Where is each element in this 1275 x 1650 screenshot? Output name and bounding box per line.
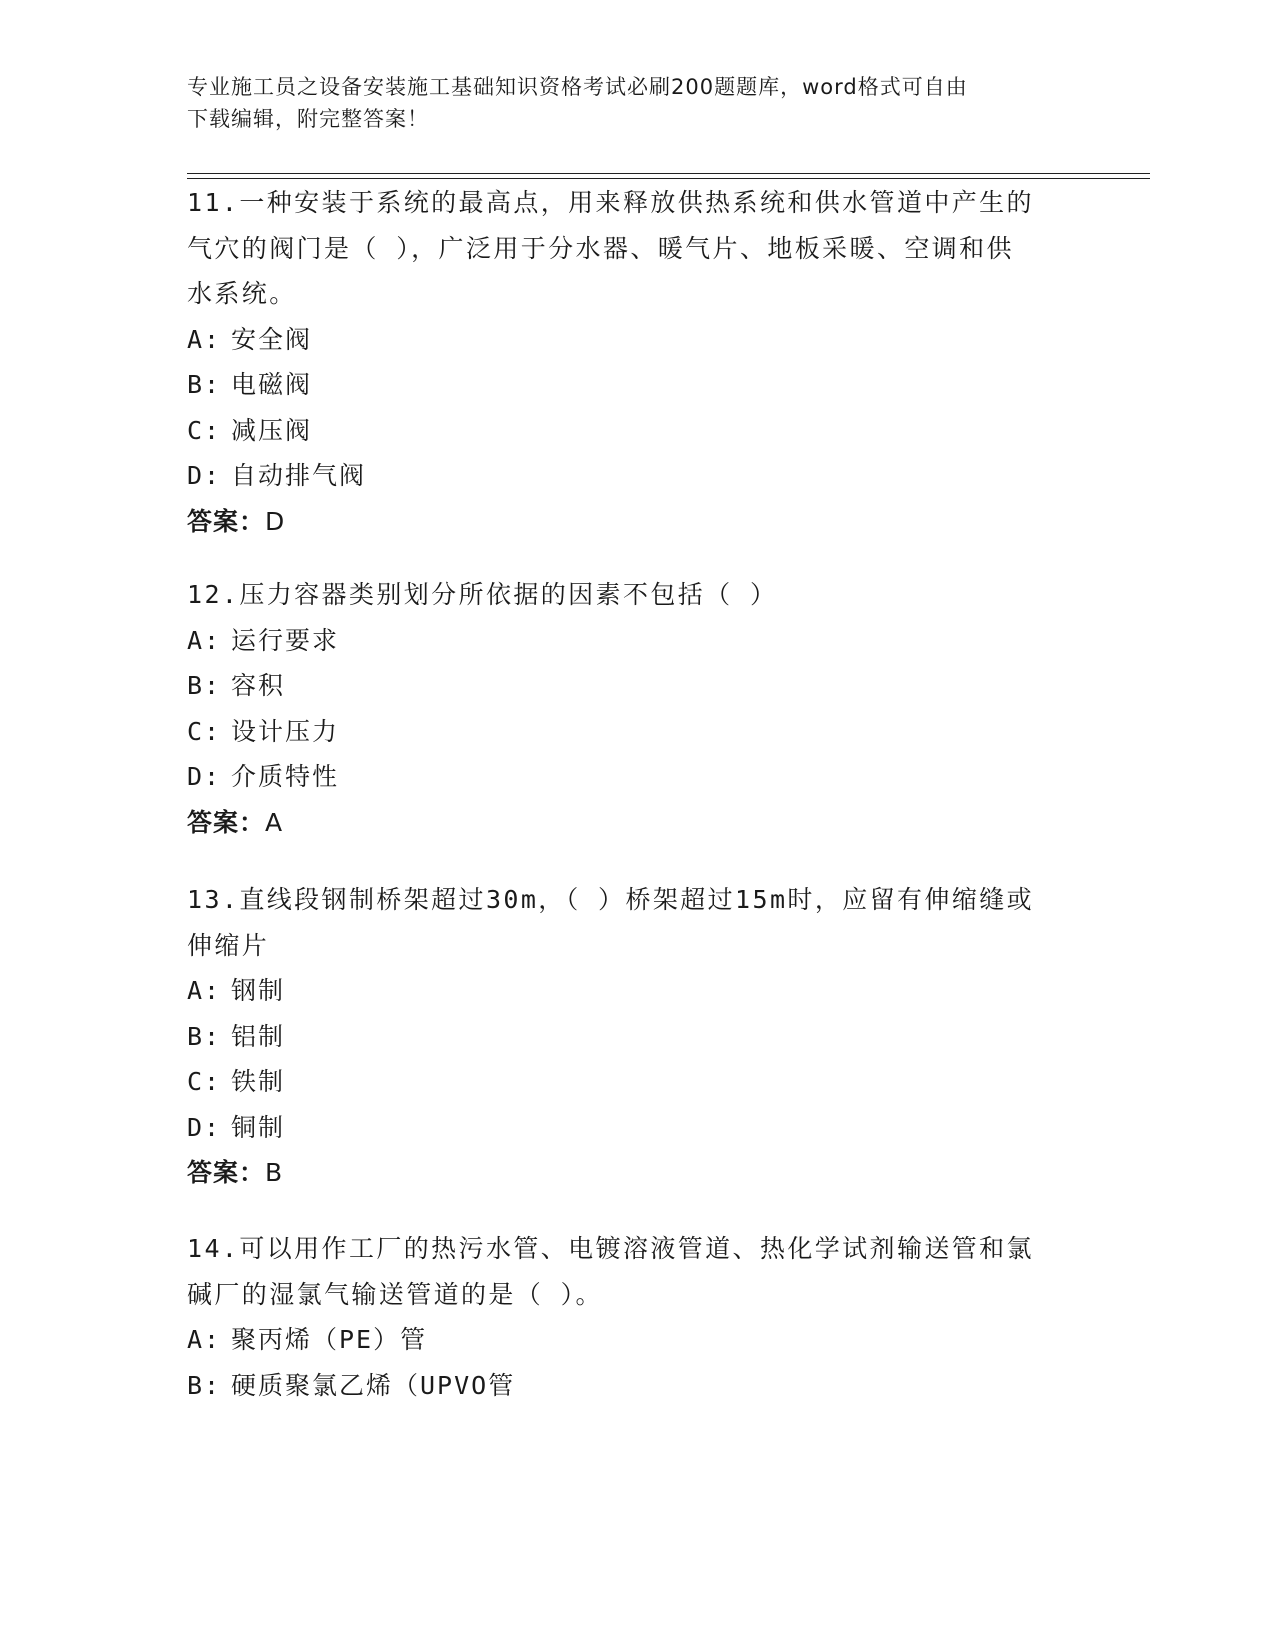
- option-text: 铜制: [231, 1112, 286, 1142]
- option-letter: B:: [187, 370, 222, 399]
- option-c: [187, 709, 1087, 755]
- option-b: [187, 1014, 1087, 1060]
- option-text: 铁制: [231, 1067, 286, 1096]
- option-letter: D:: [187, 762, 222, 791]
- answer-label: 答案：: [187, 807, 266, 837]
- option-d: [187, 453, 1087, 499]
- option-text: 介质特性: [231, 762, 340, 791]
- option-text: 聚丙烯（PE）管: [231, 1325, 428, 1354]
- option-letter: B:: [187, 671, 222, 700]
- option-text: 钢制: [231, 976, 286, 1005]
- option-b: [187, 1363, 1087, 1409]
- option-d: [187, 754, 1087, 800]
- question-text-line: 12.压力容器类别划分所依据的因素不包括（ ）: [187, 580, 778, 609]
- question-text-line: 伸缩片: [187, 930, 270, 960]
- option-a: [187, 618, 1087, 664]
- header-line-1: 专业施工员之设备安装施工基础知识资格考试必刷200题题库，word格式可自由: [187, 75, 968, 99]
- question-13: [187, 877, 1087, 1196]
- option-text: 硬质聚氯乙烯（UPVO管: [231, 1370, 516, 1400]
- option-text: 铝制: [231, 1021, 286, 1051]
- option-letter: B:: [187, 1370, 222, 1400]
- option-text: 自动排气阀: [231, 461, 367, 490]
- question-11: [187, 180, 1087, 544]
- option-a: [187, 968, 1087, 1014]
- option-b: [187, 362, 1087, 408]
- option-letter: D:: [187, 1112, 222, 1142]
- header-divider-bottom: [187, 178, 1150, 179]
- option-a: [187, 317, 1087, 363]
- question-text-line: 气穴的阀门是（ ），广泛用于分水器、暖气片、地板采暖、空调和供: [187, 233, 1014, 263]
- question-text-line: 13.直线段钢制桥架超过30m，（ ）桥架超过15m时，应留有伸缩缝或: [187, 885, 1035, 914]
- option-b: [187, 663, 1087, 709]
- option-letter: B:: [187, 1021, 222, 1051]
- option-text: 容积: [231, 671, 286, 700]
- option-letter: D:: [187, 461, 222, 490]
- answer-value: D: [265, 506, 286, 536]
- question-text-line: 14.可以用作工厂的热污水管、电镀溶液管道、热化学试剂输送管和氯: [187, 1234, 1034, 1263]
- answer-label: 答案：: [187, 506, 266, 536]
- option-letter: C:: [187, 1067, 222, 1096]
- option-text: 电磁阀: [231, 370, 313, 399]
- answer-value: A: [265, 807, 284, 837]
- question-text-line: 11.一种安装于系统的最高点，用来释放供热系统和供水管道中产生的: [187, 188, 1034, 217]
- option-text: 减压阀: [231, 415, 313, 445]
- option-text: 设计压力: [231, 716, 340, 746]
- option-letter: C:: [187, 415, 222, 445]
- question-12: [187, 572, 1087, 845]
- option-letter: A:: [187, 1325, 222, 1354]
- answer-line: [187, 800, 1087, 846]
- option-c: [187, 408, 1087, 454]
- option-letter: A:: [187, 976, 222, 1005]
- answer-line: [187, 1150, 1087, 1196]
- question-text-line: 碱厂的湿氯气输送管道的是（ ）。: [187, 1279, 603, 1309]
- option-c: [187, 1059, 1087, 1105]
- answer-label: 答案：: [187, 1158, 266, 1187]
- header-line-2: 下载编辑，附完整答案！: [187, 107, 429, 131]
- option-d: [187, 1105, 1087, 1151]
- option-a: [187, 1317, 1087, 1363]
- option-text: 安全阀: [231, 324, 313, 354]
- question-text-line: 水系统。: [187, 279, 297, 308]
- option-letter: A:: [187, 625, 222, 655]
- header-divider-top: [187, 173, 1150, 174]
- option-letter: C:: [187, 716, 222, 746]
- option-text: 运行要求: [231, 625, 340, 655]
- option-letter: A:: [187, 324, 222, 354]
- answer-line: [187, 499, 1087, 545]
- answer-value: B: [265, 1158, 284, 1187]
- question-14: [187, 1226, 1087, 1408]
